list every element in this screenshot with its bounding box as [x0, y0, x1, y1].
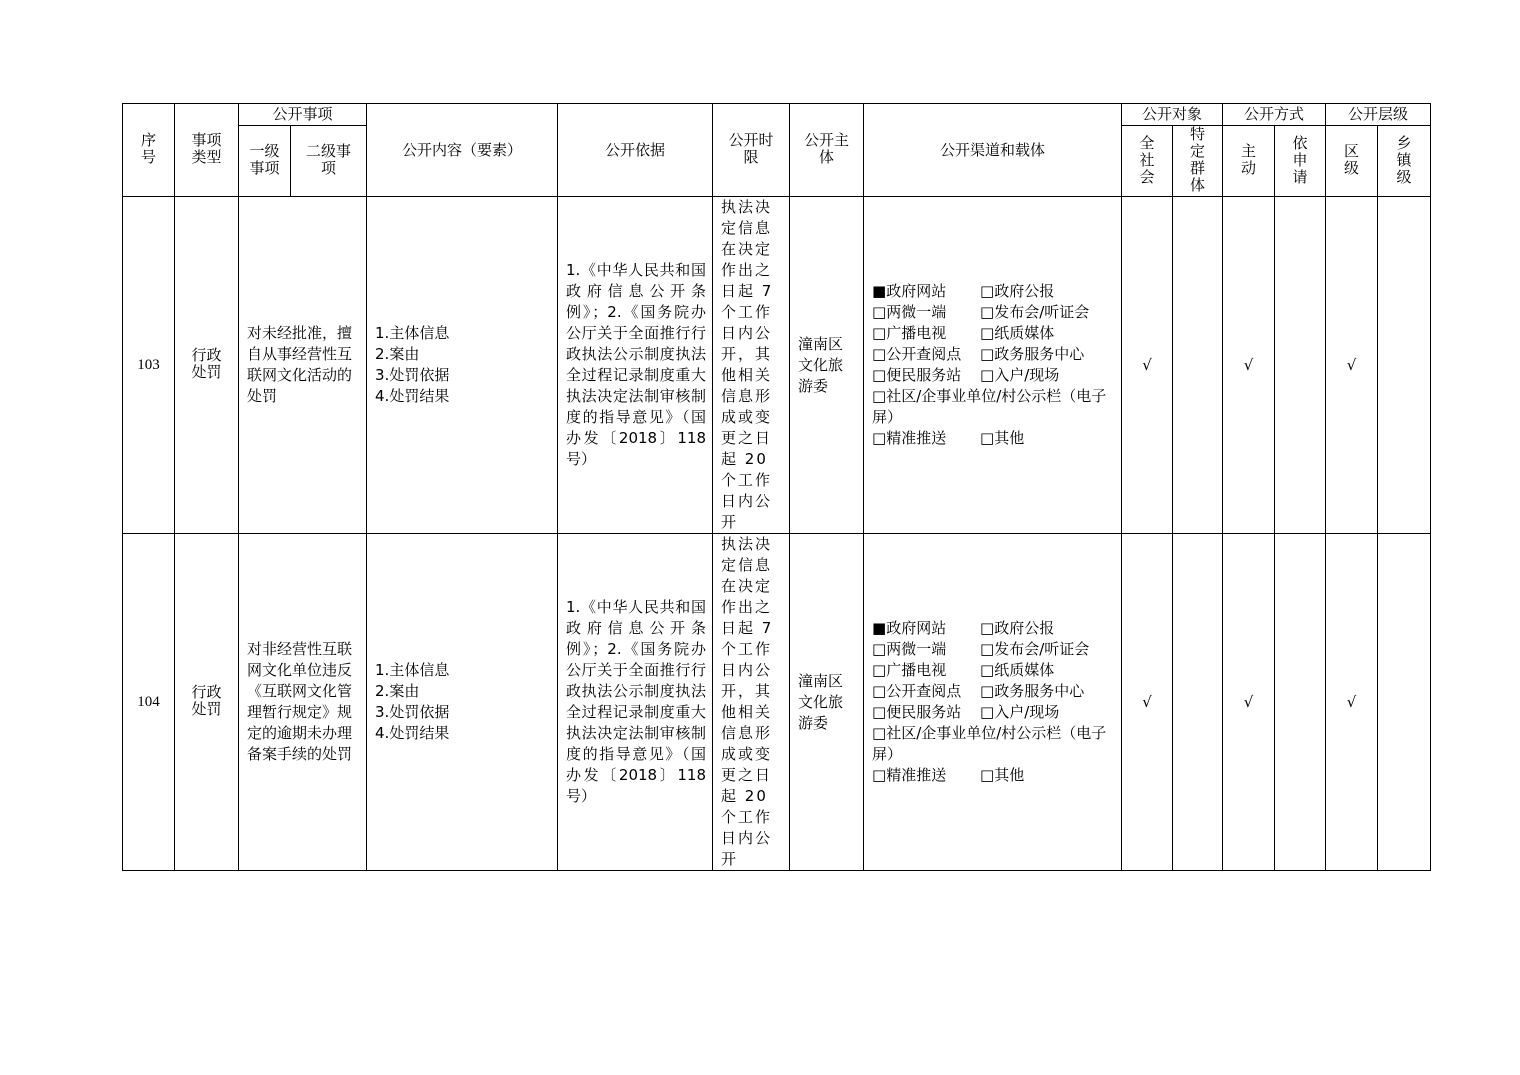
header-subject [790, 104, 864, 197]
channel-press-hearing: □发布会/听证会 [980, 303, 1090, 321]
channel-targeted-push: □精准推送 [872, 429, 947, 447]
channel-gov-website: ■政府网站 [872, 619, 947, 637]
header-basis: 公开依据 [558, 104, 713, 197]
channel-line [872, 281, 1115, 302]
channel-on-site: □入户/现场 [980, 703, 1060, 721]
header-method-active-label: 主动 [1241, 142, 1257, 177]
channel-line [872, 618, 1115, 639]
channel-line [872, 323, 1115, 344]
channel-service-center: □政务服务中心 [980, 345, 1085, 363]
row-matter: 对非经营性互联网文化单位违反《互联网文化管理暂行规定》规定的逾期未办理备案手续的处罚 [239, 534, 367, 871]
content-item: 2.案由 [375, 682, 420, 700]
channel-gov-gazette: □政府公报 [980, 282, 1055, 300]
header-level-town-label: 乡镇级 [1396, 133, 1412, 186]
level-district-check: √ [1326, 197, 1378, 534]
channel-line [872, 428, 1115, 449]
channel-bulletin: □社区/企事业单位/村公示栏（电子屏） [872, 387, 1107, 426]
header-time-limit-label: 公开时限 [728, 131, 774, 166]
method-active-check: √ [1223, 534, 1275, 871]
header-seq-label: 序号 [140, 131, 156, 166]
header-target-specific [1173, 126, 1223, 197]
header-type [175, 104, 239, 197]
header-type-label: 事项类型 [191, 131, 222, 166]
channel-bulletin: □社区/企事业单位/村公示栏（电子屏） [872, 724, 1107, 763]
method-apply-check [1275, 534, 1326, 871]
row-type-label: 行政处罚 [191, 683, 222, 718]
table-row [123, 534, 1431, 871]
channel-press-hearing: □发布会/听证会 [980, 640, 1090, 658]
target-specific-check [1173, 197, 1223, 534]
channel-broadcast: □广播电视 [872, 324, 947, 342]
content-item: 3.处罚依据 [375, 703, 450, 721]
channel-on-site: □入户/现场 [980, 366, 1060, 384]
header-level-district [1326, 126, 1378, 197]
row-subject: 潼南区文化旅游委 [790, 534, 864, 871]
row-time-limit: 执法决定信息在决定作出之日起 7 个工作日内公开，其他相关信息形成或变更之日起 20 个工作日内公开 [713, 197, 790, 534]
header-level-district-label: 区级 [1344, 142, 1360, 177]
header-method-apply-label: 依申请 [1292, 133, 1308, 186]
channel-line [872, 365, 1115, 386]
table-row [123, 197, 1431, 534]
channel-service-station: □便民服务站 [872, 366, 962, 384]
header-channels: 公开渠道和载体 [864, 104, 1122, 197]
header-level-group: 公开层级 [1326, 104, 1431, 126]
channel-line [872, 302, 1115, 323]
header-target-group: 公开对象 [1122, 104, 1223, 126]
content-item: 1.主体信息 [375, 661, 450, 679]
channel-reading-point: □公开查阅点 [872, 345, 962, 363]
header-matter-group: 公开事项 [239, 104, 367, 126]
row-type [175, 534, 239, 871]
row-channels [864, 534, 1122, 871]
row-matter: 对未经批准，擅自从事经营性互联网文化活动的处罚 [239, 197, 367, 534]
content-item: 3.处罚依据 [375, 366, 450, 384]
level-district-check: √ [1326, 534, 1378, 871]
content-item: 4.处罚结果 [375, 387, 450, 405]
level-town-check [1378, 197, 1431, 534]
target-all-check: √ [1122, 197, 1173, 534]
header-content: 公开内容（要素） [367, 104, 558, 197]
channel-wechat-weibo: □两微一端 [872, 640, 947, 658]
channel-line [872, 639, 1115, 660]
channel-print: □纸质媒体 [980, 324, 1055, 342]
header-level1 [239, 126, 291, 197]
row-type-label: 行政处罚 [191, 346, 222, 381]
header-level2-label: 二级事项 [305, 142, 351, 177]
method-apply-check [1275, 197, 1326, 534]
content-item: 2.案由 [375, 345, 420, 363]
channel-line [872, 660, 1115, 681]
header-method-group: 公开方式 [1223, 104, 1326, 126]
header-target-all [1122, 126, 1173, 197]
header-seq [123, 104, 175, 197]
header-target-all-label: 全社会 [1139, 133, 1155, 186]
row-basis: 1.《中华人民共和国政府信息公开条例》；2.《国务院办公厅关于全面推行行政执法公示制度执法全过程记录制度重大执法决定法制审核制度的指导意见》（国办发〔2018〕118号） [558, 534, 713, 871]
content-item: 1.主体信息 [375, 324, 450, 342]
header-level2 [291, 126, 367, 197]
header-subject-label: 公开主体 [804, 131, 850, 166]
row-seq: 104 [123, 534, 175, 871]
channel-wechat-weibo: □两微一端 [872, 303, 947, 321]
row-time-limit: 执法决定信息在决定作出之日起 7 个工作日内公开，其他相关信息形成或变更之日起 20 个工作日内公开 [713, 534, 790, 871]
channel-line [872, 344, 1115, 365]
level-town-check [1378, 534, 1431, 871]
row-seq: 103 [123, 197, 175, 534]
content-item: 4.处罚结果 [375, 724, 450, 742]
row-type [175, 197, 239, 534]
channel-print: □纸质媒体 [980, 661, 1055, 679]
row-content [367, 534, 558, 871]
row-subject: 潼南区文化旅游委 [790, 197, 864, 534]
header-level-town [1378, 126, 1431, 197]
channel-line [872, 681, 1115, 702]
target-specific-check [1173, 534, 1223, 871]
header-method-apply [1275, 126, 1326, 197]
row-content [367, 197, 558, 534]
channel-line [872, 765, 1115, 786]
channel-other: □其他 [980, 766, 1025, 784]
target-all-check: √ [1122, 534, 1173, 871]
row-basis: 1.《中华人民共和国政府信息公开条例》；2.《国务院办公厅关于全面推行行政执法公示制度执法全过程记录制度重大执法决定法制审核制度的指导意见》（国办发〔2018〕118号） [558, 197, 713, 534]
method-active-check: √ [1223, 197, 1275, 534]
row-channels [864, 197, 1122, 534]
channel-service-station: □便民服务站 [872, 703, 962, 721]
channel-gov-gazette: □政府公报 [980, 619, 1055, 637]
channel-broadcast: □广播电视 [872, 661, 947, 679]
header-level1-label: 一级事项 [249, 142, 280, 177]
channel-other: □其他 [980, 429, 1025, 447]
channel-line [872, 702, 1115, 723]
header-target-specific-label: 特定群体 [1190, 125, 1206, 194]
channel-reading-point: □公开查阅点 [872, 682, 962, 700]
channel-service-center: □政务服务中心 [980, 682, 1085, 700]
disclosure-table [122, 103, 1431, 871]
header-method-active [1223, 126, 1275, 197]
channel-gov-website: ■政府网站 [872, 282, 947, 300]
header-time-limit [713, 104, 790, 197]
channel-targeted-push: □精准推送 [872, 766, 947, 784]
